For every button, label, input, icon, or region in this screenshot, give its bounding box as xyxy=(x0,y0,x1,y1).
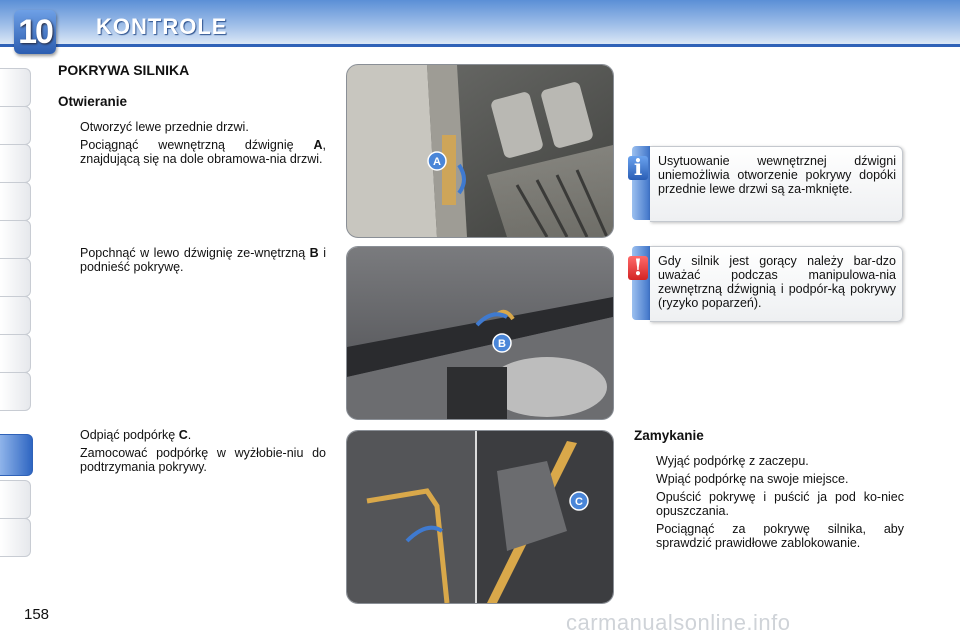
photo-lever-b-illustration xyxy=(347,247,613,419)
opening-title: Otwieranie xyxy=(58,94,128,109)
chapter-number: 10 xyxy=(18,13,52,51)
chapter-tab[interactable] xyxy=(0,480,31,519)
step-item: Pociągnąć wewnętrzną dźwignię A, znajdującą się na dole obramowa-nia drzwi. xyxy=(80,138,326,166)
step-item: Wpiąć podpórkę na swoje miejsce. xyxy=(656,472,849,486)
chapter-tab[interactable] xyxy=(0,144,31,183)
step-item: Opuścić pokrywę i puścić ja pod ko-niec opuszczania. xyxy=(656,490,904,518)
step-item: Popchnąć w lewo dźwignię ze-wnętrzną B i podnieść pokrywę. xyxy=(80,246,327,274)
warning-note-text: Gdy silnik jest gorący należy bar-dzo uważać podczas manipulowa-nia zewnętrzną dźwignią i podpór-ką pokrywy (ryzyko poparzeń). xyxy=(658,254,896,310)
chapter-tab[interactable] xyxy=(0,220,31,259)
chapter-tab[interactable] xyxy=(0,518,31,557)
section-title: POKRYWA SILNIKA xyxy=(58,62,190,78)
step-item: Odpiąć podpórkę C. xyxy=(80,428,192,442)
header-divider xyxy=(0,44,960,47)
opening-steps-3 xyxy=(58,428,326,478)
chapter-tabs xyxy=(0,68,32,578)
photo-support-c xyxy=(346,430,614,604)
info-icon: i xyxy=(628,156,648,180)
chapter-tab[interactable] xyxy=(0,106,31,145)
photo-lever-b xyxy=(346,246,614,420)
step-item: Pociągnąć za pokrywę silnika, aby sprawdzić prawidłowe zablokowanie. xyxy=(656,522,904,550)
watermark: carmanualsonline.info xyxy=(566,610,791,635)
step-item: Otworzyć lewe przednie drzwi. xyxy=(80,120,249,134)
opening-steps-2 xyxy=(58,246,326,278)
chapter-tab-active[interactable] xyxy=(0,434,33,476)
chapter-tab[interactable] xyxy=(0,372,31,411)
info-note-text: Usytuowanie wewnętrznej dźwigni uniemożliwia otworzenie pokrywy dopóki przednie lewe drzwi są za-mknięte. xyxy=(658,154,896,196)
photo-lever-a-illustration xyxy=(347,65,613,237)
chapter-tab[interactable] xyxy=(0,296,31,335)
opening-steps-1 xyxy=(58,120,326,170)
label-a: A xyxy=(433,156,441,168)
photo-support-c-illustration xyxy=(347,431,613,603)
chapter-tab[interactable] xyxy=(0,182,31,221)
page-number: 158 xyxy=(24,606,50,623)
chapter-tab[interactable] xyxy=(0,258,31,297)
label-c: C xyxy=(575,496,583,508)
label-b: B xyxy=(498,338,506,350)
closing-title: Zamykanie xyxy=(634,428,704,443)
warning-icon: ! xyxy=(628,256,648,280)
chapter-tab[interactable] xyxy=(0,68,31,107)
chapter-title: KONTROLE xyxy=(96,14,228,39)
step-item: Zamocować podpórkę w wyżłobie-niu do podtrzymania pokrywy. xyxy=(80,446,326,474)
chapter-tab[interactable] xyxy=(0,334,31,373)
closing-steps xyxy=(634,454,904,554)
step-item: Wyjąć podpórkę z zaczepu. xyxy=(656,454,809,468)
photo-lever-a xyxy=(346,64,614,238)
